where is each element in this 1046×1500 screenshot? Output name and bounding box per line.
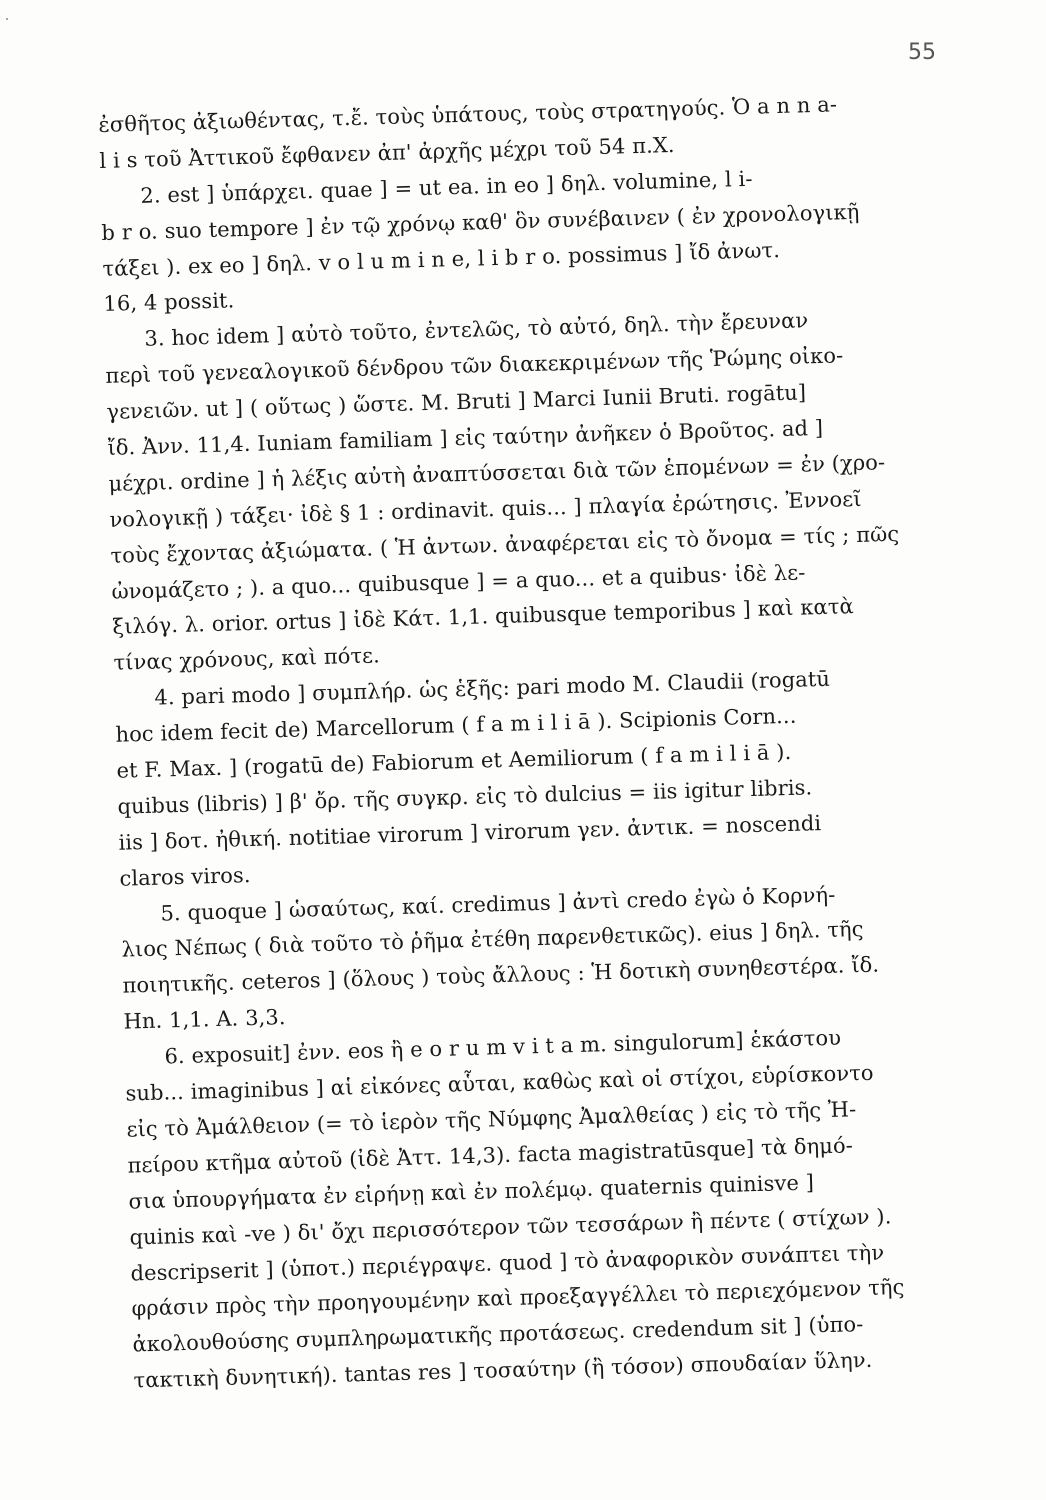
text-line: περὶ τοῦ γενεαλογικοῦ δένδρου τῶν διακεκριμένων τῆς Ῥώμης οἰκο- [105, 343, 844, 389]
text-line: 2. est ] ὑπάρχει. quae ] = ut ea. in eo ] δηλ. volumine, l i- [140, 166, 753, 208]
text-line: σια ὑπουργήματα ἐν εἰρήνῃ καὶ ἐν πολέμῳ. quaternis quinisve ] [128, 1170, 815, 1214]
text-line: 16, 4 possit. [103, 288, 235, 317]
text-line: 6. exposuit] ἐνν. eos ἢ e o r u m v i t a m. singulorum] ἑκάστου [164, 1025, 842, 1069]
text-line: νολογικῇ ) τάξει· ἰδὲ § 1 : ordinavit. quis... ] πλαγία ἐρώτησις. Ἐννοεῖ [109, 486, 862, 532]
text-line: τοὺς ἔχοντας ἀξιώματα. ( Ἡ ἀντων. ἀναφέρεται εἰς τὸ ὄνομα = τίς ; πῶς [110, 521, 900, 568]
text-line: Hn. 1,1. A. 3,3. [123, 1005, 286, 1034]
page-number: 55 [908, 40, 936, 65]
text-line: iis ] δοτ. ἠθική. notitiae virorum ] virorum γεν. ἀντικ. = noscendi [118, 810, 822, 855]
text-line: 5. quoque ] ὡσαύτως, καί. credimus ] ἀντὶ credo ἐγὼ ὁ Κορνή- [160, 882, 836, 926]
text-line: sub... imaginibus ] αἱ εἰκόνες αὗται, καθὼς καὶ οἱ στίχοι, εὑρίσκοντο [125, 1060, 874, 1106]
text-line: claros viros. [119, 862, 251, 891]
text-line: τάξει ). ex eo ] δηλ. v o l u m i n e, l i b r o. possimus ] ἴδ ἀνωτ. [102, 237, 781, 281]
text-line: ἐσθῆτος ἀξιωθέντας, τ.ἔ. τοὺς ὑπάτους, τοὺς στρατηγούς. Ὁ a n n a- [98, 92, 838, 137]
text-line: quibus (libris) ] β' ὄρ. τῆς συγκρ. εἰς τὸ dulcius = iis igitur libris. [117, 775, 813, 819]
text-line: φράσιν πρὸς τὴν προηγουμένην καὶ προεξαγγέλλει τὸ περιεχόμενον τῆς [131, 1275, 905, 1321]
text-line: ποιητικῆς. ceteros ] (ὅλους ) τοὺς ἄλλους : Ἡ δοτικὴ συνηθεστέρα. ἴδ. [122, 952, 880, 999]
text-line: λιος Νέπως ( διὰ τοῦτο τὸ ῥῆμα ἐτέθη παρενθετικῶς). eius ] δηλ. τῆς [121, 917, 864, 963]
scan-speck [6, 18, 8, 20]
text-line: quinis καὶ -ve ) δι' ὄχι περισσότερον τῶν τεσσάρων ἢ πέντε ( στίχων ). [129, 1203, 892, 1250]
text-line: ξιλόγ. λ. orior. ortus ] ἰδὲ Κάτ. 1,1. quibusque temporibus ] καὶ κατὰ [112, 594, 855, 640]
text-line: ἀκολουθούσης συμπληρωματικῆς προτάσεως. credendum sit ] (ὑπο- [132, 1312, 864, 1357]
text-line: 3. hoc idem ] αὐτὸ τοῦτο, ἐντελῶς, τὸ αὐτό, δηλ. τὴν ἔρευναν [144, 308, 809, 352]
text-line: l i s τοῦ Ἀττικοῦ ἔφθανεν ἀπ' ἀρχῆς μέχρι τοῦ 54 π.Χ. [99, 132, 675, 173]
text-line: πείρου κτῆμα αὐτοῦ (ἰδὲ Ἀττ. 14,3). facta magistratūsque] τὰ δημό- [127, 1133, 854, 1178]
text-line: γενειῶν. ut ] ( οὕτως ) ὥστε. M. Bruti ] Marci Iunii Bruti. rogātu] [106, 380, 807, 425]
text-line: εἰς τὸ Ἀμάλθειον (= τὸ ἱερὸν τῆς Νύμφης Ἀμαλθείας ) εἰς τὸ τῆς Ἠ- [126, 1097, 857, 1142]
text-line: ἴδ. Ἀνν. 11,4. Iuniam familiam ] εἰς ταύτην ἀνῆκεν ὁ Βροῦτος. ad ] [107, 415, 824, 460]
text-line: et F. Max. ] (rogatū de) Fabiorum et Aemiliorum ( f a m i l i ā ). [116, 739, 792, 783]
commentary-text [98, 83, 1014, 1399]
text-line: descripserit ] (ὑποτ.) περιέγραψε. quod ] τὸ ἀναφορικὸν συνάπτει τὴν [130, 1240, 885, 1286]
text-line: b r o. suo tempore ] ἐν τῷ χρόνῳ καθ' ὃν συνέβαινεν ( ἐν χρονολογικῇ [101, 199, 860, 245]
text-line: hoc idem fecit de) Marcellorum ( f a m i l i ā ). Scipionis Corn... [115, 703, 797, 747]
text-line: μέχρι. ordine ] ἡ λέξις αὐτὴ ἀναπτύσσεται διὰ τῶν ἑπομένων = ἐν (χρο- [108, 450, 886, 496]
text-line: τακτικὴ δυνητική). tantas res ] τοσαύτην (ἢ τόσον) σπουδαίαν ὕλην. [133, 1348, 873, 1393]
text-line: ὠνομάζετο ; ). a quo... quibusque ] = a quo... et a quibus· ἰδὲ λε- [111, 560, 806, 604]
text-line: 4. pari modo ] συμπλήρ. ὡς ἑξῆς: pari modo M. Claudii (rogatū [154, 667, 831, 710]
text-line: τίνας χρόνους, καὶ πότε. [113, 643, 381, 676]
